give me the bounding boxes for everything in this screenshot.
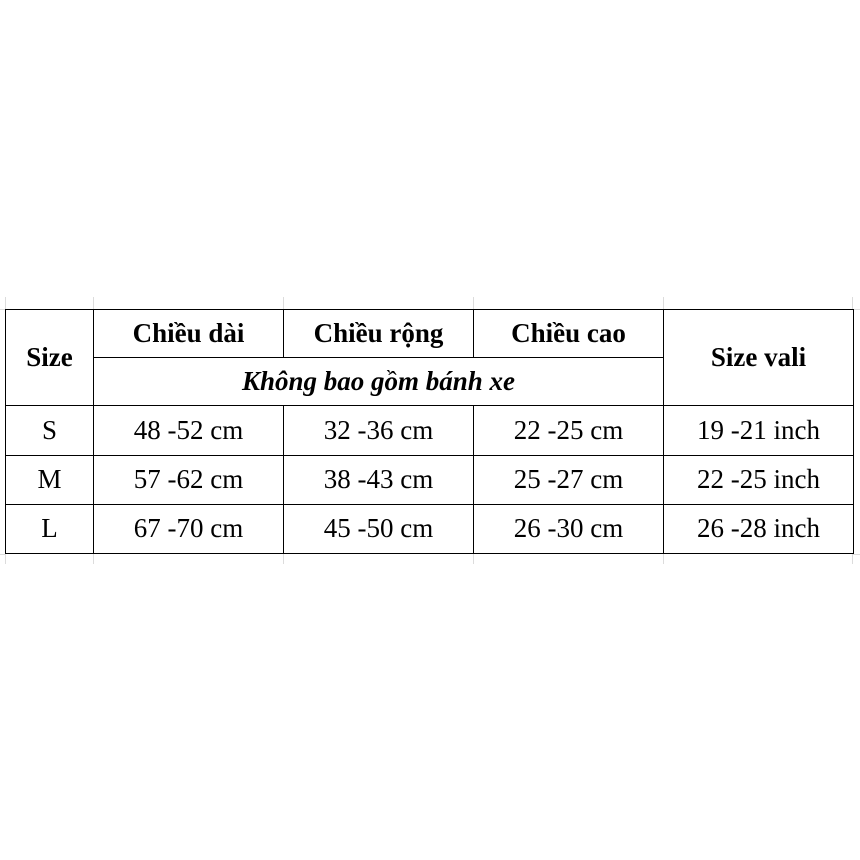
- header-row: [6, 310, 854, 358]
- gridline-stub: [0, 554, 5, 555]
- header-suitcase-size: Size vali: [664, 310, 854, 406]
- cell-length: 67 -70 cm: [94, 504, 284, 553]
- cell-width: 32 -36 cm: [284, 406, 474, 455]
- header-size: Size: [6, 310, 94, 406]
- gridline-stub: [853, 554, 860, 555]
- cell-height: 26 -30 cm: [474, 504, 664, 553]
- cell-suitcase-size: 22 -25 inch: [664, 455, 854, 504]
- gridline-stub: [663, 554, 664, 564]
- gridline-stub: [5, 554, 6, 564]
- gridline-stub: [93, 297, 94, 309]
- gridline-stub: [283, 297, 284, 309]
- cell-width: 45 -50 cm: [284, 504, 474, 553]
- gridline-stub: [663, 297, 664, 309]
- table-row: [6, 455, 854, 504]
- cell-suitcase-size: 19 -21 inch: [664, 406, 854, 455]
- gridline-stub: [853, 309, 860, 310]
- table-row: [6, 504, 854, 553]
- cell-length: 57 -62 cm: [94, 455, 284, 504]
- cell-size: L: [6, 504, 94, 553]
- gridline-stub: [473, 554, 474, 564]
- size-table: [5, 309, 854, 554]
- header-length: Chiều dài: [94, 310, 284, 358]
- gridline-stub: [852, 297, 853, 309]
- gridline-stub: [283, 554, 284, 564]
- header-note: Không bao gồm bánh xe: [94, 358, 664, 406]
- gridline-stub: [93, 554, 94, 564]
- table-row: [6, 406, 854, 455]
- gridline-stub: [5, 297, 6, 309]
- cell-size: S: [6, 406, 94, 455]
- cell-height: 22 -25 cm: [474, 406, 664, 455]
- cell-width: 38 -43 cm: [284, 455, 474, 504]
- header-height: Chiều cao: [474, 310, 664, 358]
- gridline-stub: [852, 554, 853, 564]
- cell-suitcase-size: 26 -28 inch: [664, 504, 854, 553]
- gridline-stub: [473, 297, 474, 309]
- cell-height: 25 -27 cm: [474, 455, 664, 504]
- header-width: Chiều rộng: [284, 310, 474, 358]
- cell-length: 48 -52 cm: [94, 406, 284, 455]
- cell-size: M: [6, 455, 94, 504]
